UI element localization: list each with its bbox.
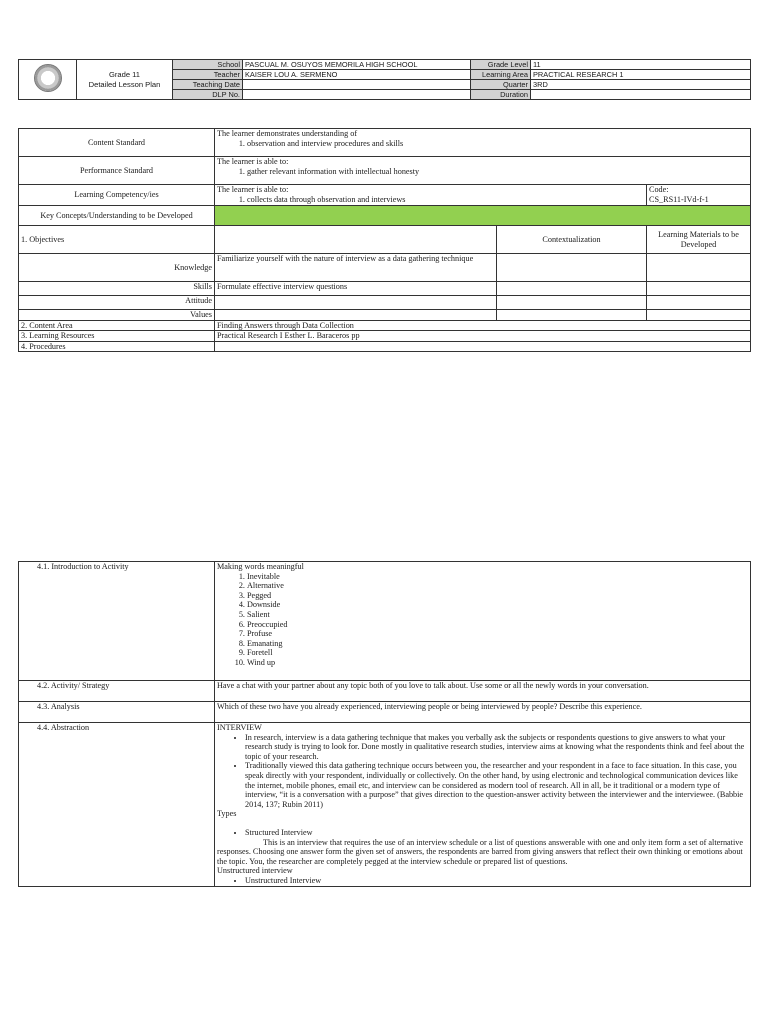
- values-value: [215, 310, 497, 321]
- code-label: Code:: [649, 185, 669, 194]
- strategy-label: 4.2. Activity/ Strategy: [19, 681, 215, 702]
- procedures-label: 4. Procedures: [19, 341, 215, 352]
- key-concepts-label: Key Concepts/Understanding to be Developed: [19, 206, 215, 226]
- grade-level-value: 11: [531, 60, 751, 70]
- lesson-plan-title: [77, 60, 173, 100]
- lesson-details-table: [18, 128, 751, 352]
- values-label: Values: [19, 310, 215, 321]
- duration-label: Duration: [471, 90, 531, 100]
- attitude-label: Attitude: [19, 296, 215, 310]
- skills-label: Skills: [19, 282, 215, 296]
- code-cell: [647, 185, 751, 206]
- word-list-item: 10. Wind up: [247, 658, 748, 668]
- attitude-context: [497, 296, 647, 310]
- dlp-label: DLP No.: [173, 90, 243, 100]
- content-standard-intro: The learner demonstrates understanding of: [217, 129, 358, 138]
- knowledge-label: Knowledge: [19, 254, 215, 282]
- materials-header: Learning Materials to be Developed: [647, 226, 751, 254]
- teacher-value: KAISER LOU A. SERMENO: [243, 70, 471, 80]
- objectives-blank: [215, 226, 497, 254]
- dlp-value: [243, 90, 471, 100]
- values-context: [497, 310, 647, 321]
- analysis-label: 4.3. Analysis: [19, 702, 215, 723]
- word-list-item: 9. Foretell: [247, 648, 748, 658]
- header-table: [18, 59, 751, 100]
- grade-level-label: Grade Level: [471, 60, 531, 70]
- word-list-item: 4. Downside: [247, 600, 748, 610]
- abstraction-value: [215, 723, 751, 887]
- contextualization-header: Contextualization: [497, 226, 647, 254]
- intro-activity-title: Making words meaningful: [217, 562, 304, 571]
- teaching-date-value: [243, 80, 471, 90]
- school-value: PASCUAL M. OSUYOS MEMORILA HIGH SCHOOL: [243, 60, 471, 70]
- resources-label: 3. Learning Resources: [19, 331, 215, 342]
- teaching-date-label: Teaching Date: [173, 80, 243, 90]
- word-list-item: 5. Salient: [247, 610, 748, 620]
- abstraction-title: INTERVIEW: [217, 723, 262, 732]
- values-materials: [647, 310, 751, 321]
- learning-area-value: PRACTICAL RESEARCH 1: [531, 70, 751, 80]
- abstraction-label: 4.4. Abstraction: [19, 723, 215, 887]
- resources-value: Practical Research I Esther L. Baraceros pp: [215, 331, 751, 342]
- competency-intro: The learner is able to:: [217, 185, 289, 194]
- types-label: Types: [217, 809, 237, 819]
- competency-value: [215, 185, 647, 206]
- knowledge-materials: [647, 254, 751, 282]
- word-list-item: 8. Emanating: [247, 639, 748, 649]
- objectives-label: 1. Objectives: [19, 226, 215, 254]
- attitude-materials: [647, 296, 751, 310]
- skills-value: Formulate effective interview questions: [215, 282, 497, 296]
- teacher-label: Teacher: [173, 70, 243, 80]
- plan-title: Detailed Lesson Plan: [88, 79, 161, 89]
- performance-standard-item: 1. gather relevant information with intellectual honesty: [247, 167, 748, 177]
- procedures-table: [18, 561, 751, 887]
- knowledge-context: [497, 254, 647, 282]
- learning-area-label: Learning Area: [471, 70, 531, 80]
- content-standard-value: [215, 129, 751, 157]
- skills-materials: [647, 282, 751, 296]
- word-list: [217, 572, 748, 668]
- deped-seal: [19, 60, 77, 100]
- word-list-item: 7. Profuse: [247, 629, 748, 639]
- key-concepts-value: [215, 206, 751, 226]
- skills-context: [497, 282, 647, 296]
- code-value: CS_RS11-IVd-f-1: [649, 194, 709, 204]
- competency-item: 1. collects data through observation and interviews: [247, 195, 644, 205]
- grade-label: Grade 11: [108, 69, 141, 79]
- content-area-label: 2. Content Area: [19, 320, 215, 331]
- word-list-item: 6. Preoccupied: [247, 620, 748, 630]
- procedures-value: [215, 341, 751, 352]
- unstructured-title: • Unstructured Interview: [245, 876, 748, 886]
- abstraction-bullet-1: • In research, interview is a data gathering technique that makes you verbally ask the subjects or respondents questions to give answers to what your research study is trying to look for. Done mostly in qualitative research studies, interview aims at knowing what the respondents think and feel about the topic of your research.: [245, 733, 748, 762]
- unstructured-label: Unstructured interview: [217, 866, 293, 876]
- word-list-item: 1. Inevitable: [247, 572, 748, 582]
- structured-title: • Structured Interview: [245, 828, 748, 838]
- intro-activity-value: [215, 562, 751, 681]
- word-list-item: 2. Alternative: [247, 581, 748, 591]
- content-area-value: Finding Answers through Data Collection: [215, 320, 751, 331]
- abstraction-bullet-2: • Traditionally viewed this data gathering technique occurs between you, the researcher and your respondent in a face to face situation. In this case, you speak directly with your respondent, individually or collectively. On the other hand, by using electronic and technological communication devices like the internet, mobile phones, email etc, and interview can be considered as modern tool of research. All in all, be it traditional or a modern type of interview, “it is a conversation with a purpose” that gives direction to the question-answer activity between the interviewer and the interviewee. (Babbie 2014, 137; Rubin 2011): [245, 761, 748, 809]
- duration-value: [531, 90, 751, 100]
- knowledge-value: Familiarize yourself with the nature of interview as a data gathering technique: [215, 254, 497, 282]
- quarter-value: 3RD: [531, 80, 751, 90]
- competency-label: Learning Competency/ies: [19, 185, 215, 206]
- analysis-value: Which of these two have you already experienced, interviewing people or being interviewed by people? Describe this experience.: [215, 702, 751, 723]
- attitude-value: [215, 296, 497, 310]
- quarter-label: Quarter: [471, 80, 531, 90]
- intro-activity-label: 4.1. Introduction to Activity: [19, 562, 215, 681]
- performance-standard-label: Performance Standard: [19, 157, 215, 185]
- performance-standard-value: [215, 157, 751, 185]
- content-standard-item: 1. observation and interview procedures and skills: [247, 139, 748, 149]
- seal-icon: [34, 64, 62, 92]
- structured-text: This is an interview that requires the use of an interview schedule or a list of questions answerable with one and only item form a set of alternative responses. Choosing one answer form the given set of answers, the respondents are barred from giving answers that reflect their own thinking or emotions about the topic. You, the researcher are completely pegged at the interview schedule or prepared list of questions.: [217, 837, 743, 866]
- performance-standard-intro: The learner is able to:: [217, 157, 289, 166]
- word-list-item: 3. Pegged: [247, 591, 748, 601]
- strategy-value: Have a chat with your partner about any topic both of you love to talk about. Use some or all the newly words in your conversation.: [215, 681, 751, 702]
- content-standard-label: Content Standard: [19, 129, 215, 157]
- school-label: School: [173, 60, 243, 70]
